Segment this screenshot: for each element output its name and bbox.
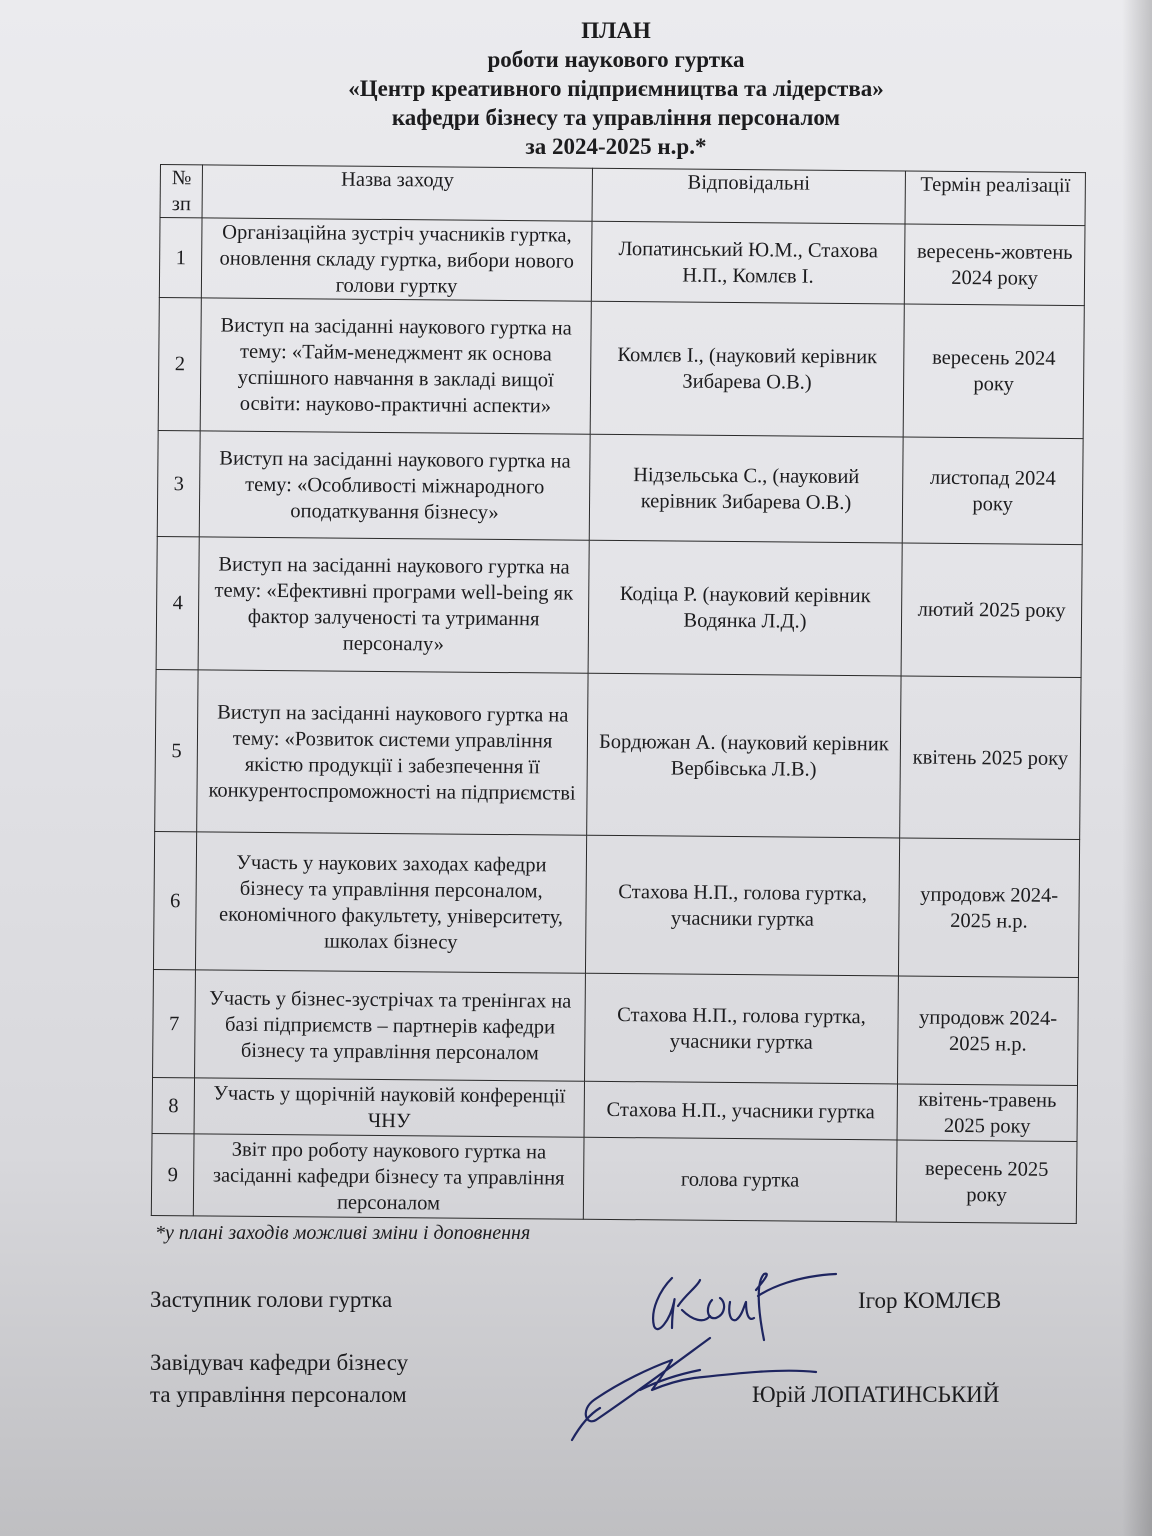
- column-header-number: № зп: [160, 165, 203, 218]
- implementation-term: листопад 2024 року: [902, 437, 1083, 545]
- table-row: [159, 218, 1085, 306]
- table-row: [156, 536, 1082, 677]
- deputy-name: Ігор КОМЛЄВ: [858, 1288, 1002, 1313]
- table-row: [157, 430, 1083, 544]
- responsible-persons: Комлєв І., (науковий керівник Зибарева О.В.): [590, 301, 904, 437]
- event-name: Виступ на засіданні наукового гуртка на тему: «Ефективні програми well-being як фактор залученості та утримання персоналу»: [198, 537, 589, 673]
- header-subtitle: роботи наукового гуртка: [487, 47, 745, 72]
- row-number: 5: [155, 669, 199, 831]
- signature-lopatynskyi: [572, 1338, 816, 1440]
- header-club-name: «Центр креативного підприємництва та лідерства»: [348, 76, 884, 101]
- event-name: Звіт про роботу наукового гуртка на засіданні кафедри бізнесу та управління персоналом: [194, 1134, 584, 1219]
- header-year: за 2024-2025 н.р.*: [525, 134, 707, 159]
- implementation-term: квітень 2025 року: [900, 676, 1081, 840]
- handwritten-signatures: [560, 1250, 860, 1450]
- implementation-term: квітень-травень 2025 року: [897, 1084, 1077, 1142]
- event-name: Участь у бізнес-зустрічах та тренінгах на базі підприємств – партнерів кафедри бізнесу та управління персоналом: [195, 970, 585, 1081]
- event-name: Виступ на засіданні наукового гуртка на тему: «Тайм-менеджмент як основа успішного навчання в закладі вищої освіти: науково-практичні аспекти»: [201, 298, 592, 434]
- responsible-persons: Кодіца Р. (науковий керівник Водянка Л.Д.): [588, 540, 902, 676]
- event-name: Виступ на засіданні наукового гуртка на тему: «Особливості міжнародного оподаткування бізнесу»: [200, 431, 590, 540]
- signature-komliev: [653, 1274, 836, 1340]
- row-number: 3: [157, 430, 200, 536]
- implementation-term: лютий 2025 року: [901, 543, 1082, 678]
- header-department: кафедри бізнесу та управління персоналом: [391, 105, 841, 130]
- footnote: *у плані заходів можливі зміни і доповнення: [155, 1222, 531, 1244]
- event-name: Участь у наукових заходах кафедри бізнесу та управління персоналом, економічного факультету, університету, школах бізнесу: [196, 832, 587, 973]
- row-number: 8: [152, 1077, 195, 1133]
- implementation-term: упродовж 2024-2025 н.р.: [898, 976, 1079, 1086]
- head-name: Юрій ЛОПАТИНСЬКИЙ: [752, 1382, 1000, 1407]
- column-header-event-name: Назва заходу: [202, 165, 592, 221]
- implementation-term: вересень 2024 року: [903, 304, 1084, 439]
- implementation-term: упродовж 2024-2025 н.р.: [899, 838, 1080, 978]
- table-row: [153, 831, 1079, 977]
- header-title: ПЛАН: [581, 18, 651, 43]
- event-name: Виступ на засіданні наукового гуртка на тему: «Розвиток системи управління якістю продукції і забезпечення її конкурентоспроможності на підприємстві: [197, 670, 588, 835]
- column-header-responsible: Відповідальні: [592, 168, 906, 224]
- row-number: 7: [153, 969, 196, 1077]
- plan-table: [151, 164, 1086, 1224]
- responsible-persons: голова гуртка: [583, 1137, 897, 1222]
- event-name: Організаційна зустріч учасників гуртка, оновлення складу гуртка, вибори нового голови гуртку: [202, 218, 592, 301]
- table-row: [153, 969, 1079, 1085]
- row-number: 1: [159, 218, 202, 298]
- table-row: [158, 297, 1084, 438]
- deputy-title: Заступник голови гуртка: [150, 1287, 393, 1312]
- table-header-row: [160, 165, 1085, 226]
- responsible-persons: Стахова Н.П., голова гуртка, учасники гуртка: [584, 973, 898, 1084]
- head-title-line-2: та управління персоналом: [150, 1382, 407, 1407]
- row-number: 2: [158, 297, 201, 430]
- implementation-term: вересень 2025 року: [896, 1140, 1077, 1224]
- row-number: 6: [153, 831, 197, 969]
- table-row: [151, 1133, 1077, 1223]
- responsible-persons: Нідзельська С., (науковий керівник Зибарева О.В.): [589, 434, 903, 543]
- responsible-persons: Стахова Н.П., учасники гуртка: [584, 1081, 898, 1140]
- row-number: 9: [151, 1133, 194, 1215]
- page-edge-shadow: [1122, 0, 1152, 1536]
- responsible-persons: Стахова Н.П., голова гуртка, учасники гуртка: [585, 835, 899, 976]
- table-row: [152, 1077, 1077, 1141]
- document-header: [0, 16, 1152, 161]
- column-header-term: Термін реалізації: [905, 171, 1085, 226]
- responsible-persons: Лопатинський Ю.М., Стахова Н.П., Комлєв І.: [591, 221, 905, 304]
- responsible-persons: Бордюжан А. (науковий керівник Вербівська Л.В.): [586, 673, 901, 838]
- row-number: 4: [156, 536, 199, 669]
- head-title-line-1: Завідувач кафедри бізнесу: [150, 1350, 409, 1375]
- implementation-term: вересень-жовтень 2024 року: [904, 224, 1085, 306]
- table-row: [155, 669, 1081, 839]
- event-name: Участь у щорічній науковій конференції ЧНУ: [194, 1078, 584, 1137]
